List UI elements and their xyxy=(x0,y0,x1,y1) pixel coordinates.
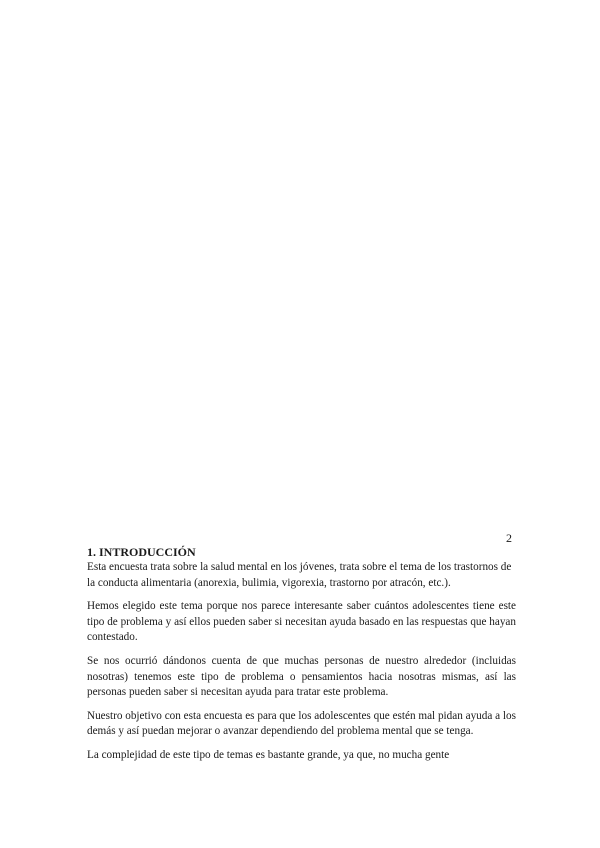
page-number: 2 xyxy=(506,531,512,545)
document-body xyxy=(87,544,516,772)
paragraph-complexity: La complejidad de este tipo de temas es bastante grande, ya que, no mucha gente xyxy=(87,748,450,761)
paragraph-origin: Se nos ocurrió dándonos cuenta de que muchas personas de nuestro alrededor (incluidas nosotras) tenemos este tipo de problema o pensamientos hacia nosotras mismas, así las personas pueden saber si necesitan ayuda para tratar este problema. xyxy=(87,654,516,699)
paragraph-topic-choice: Hemos elegido este tema porque nos parece interesante saber cuántos adolescentes tiene este tipo de problema y así ellos pueden saber si necesitan ayuda basado en las respuestas que hayan contestado. xyxy=(87,600,516,644)
paragraph-objective: Nuestro objetivo con esta encuesta es para que los adolescentes que estén mal pidan ayuda a los demás y así puedan mejorar o avanzar dependiendo del problema mental que se tenga. xyxy=(87,709,516,738)
paragraph-intro: Esta encuesta trata sobre la salud mental en los jóvenes, trata sobre el tema de los trastornos de la conducta alimentaria (anorexia, bulimia, vigorexia, trastorno por atracón, etc.). xyxy=(87,561,512,589)
section-heading: 1. INTRODUCCIÓN xyxy=(87,545,196,559)
